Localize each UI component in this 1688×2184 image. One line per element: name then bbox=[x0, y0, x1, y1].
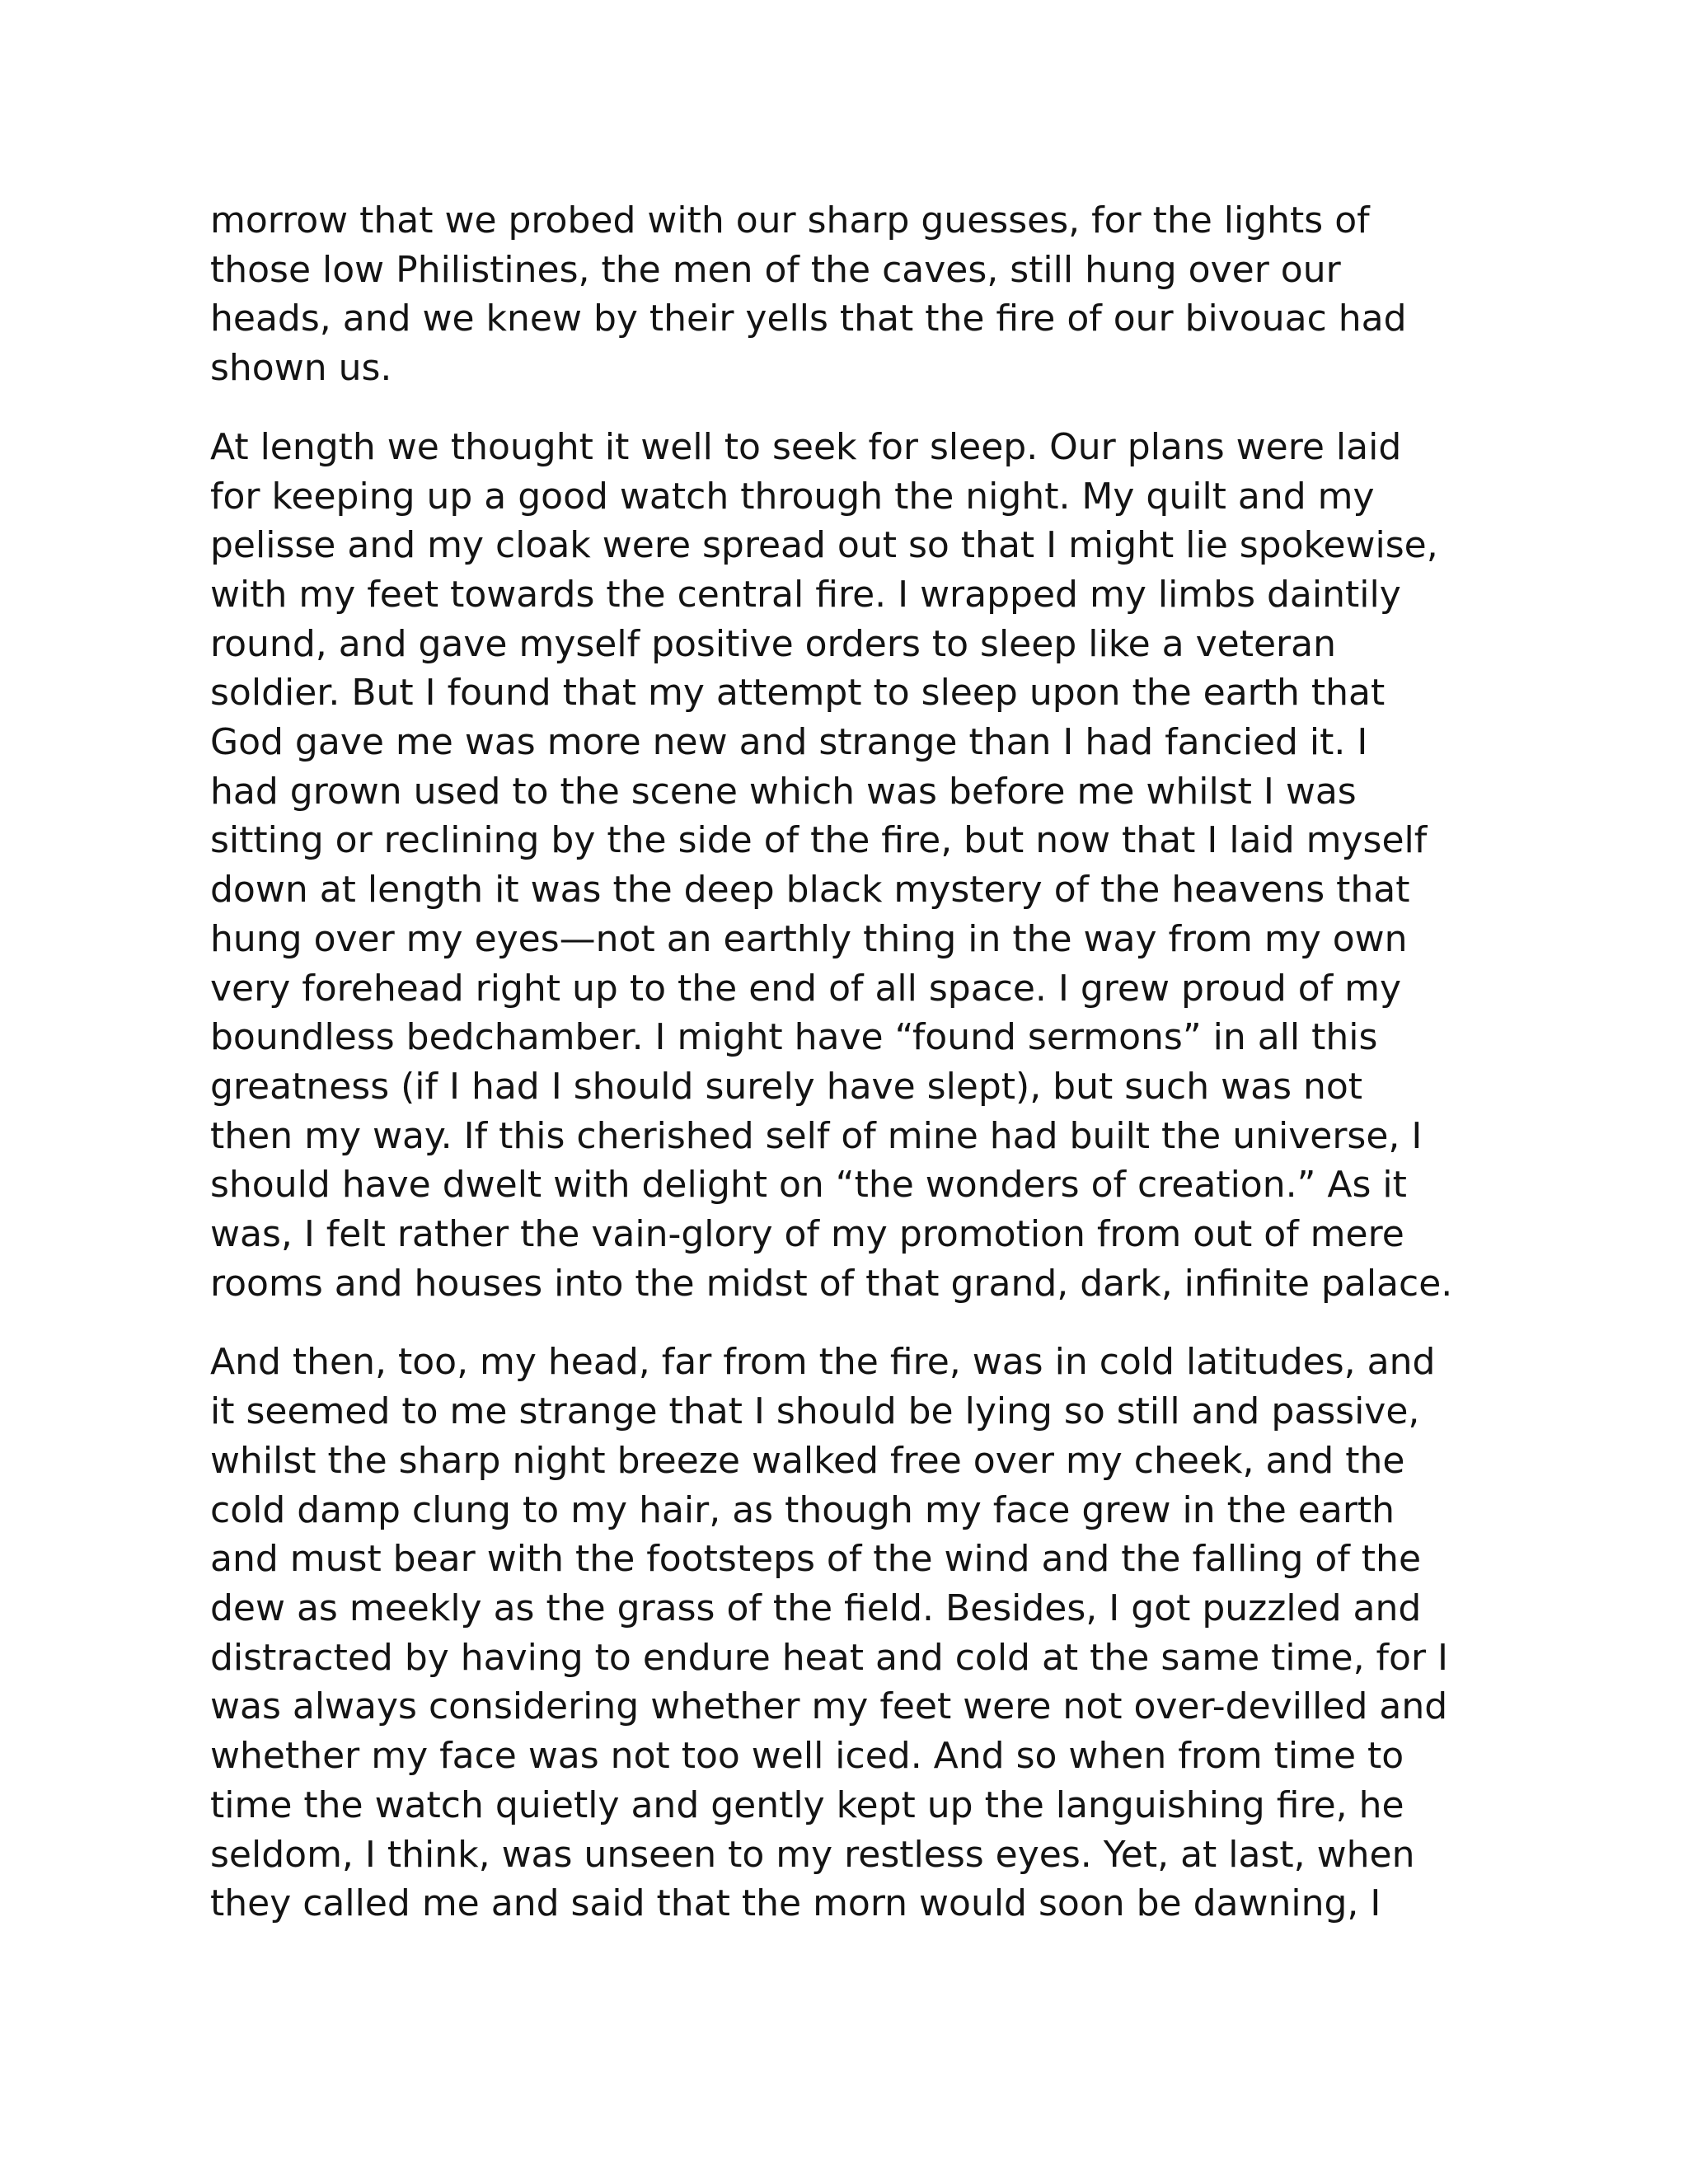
body-text bbox=[210, 196, 1529, 1958]
text-line: had grown used to the scene which was before me whilst I was bbox=[210, 770, 1357, 813]
text-line: At length we thought it well to seek for sleep. Our plans were laid bbox=[210, 425, 1402, 468]
text-line: cold damp clung to my hair, as though my face grew in the earth bbox=[210, 1488, 1395, 1531]
text-line: time the watch quietly and gently kept up the languishing fire, he bbox=[210, 1783, 1404, 1826]
text-line: pelisse and my cloak were spread out so that I might lie spokewise, bbox=[210, 524, 1438, 567]
text-line: And then, too, my head, far from the fire, was in cold latitudes, and bbox=[210, 1341, 1436, 1384]
text-line: greatness (if I had I should surely have slept), but such was not bbox=[210, 1065, 1363, 1108]
text-line: sitting or reclining by the side of the fire, but now that I laid myself bbox=[210, 819, 1428, 862]
text-line: morrow that we probed with our sharp guesses, for the lights of bbox=[210, 199, 1370, 241]
text-line: with my feet towards the central fire. I wrapped my limbs daintily bbox=[210, 573, 1401, 616]
text-line: down at length it was the deep black mystery of the heavens that bbox=[210, 869, 1410, 912]
paragraph-3 bbox=[210, 1338, 1529, 1928]
text-line: they called me and said that the morn would soon be dawning, I bbox=[210, 1882, 1381, 1925]
paragraph-2 bbox=[210, 423, 1529, 1309]
text-line: whilst the sharp night breeze walked free over my cheek, and the bbox=[210, 1439, 1405, 1482]
text-line: boundless bedchamber. I might have “found sermons” in all this bbox=[210, 1016, 1378, 1059]
text-line: round, and gave myself positive orders to sleep like a veteran bbox=[210, 622, 1336, 665]
text-line: God gave me was more new and strange than I had fancied it. I bbox=[210, 721, 1368, 764]
text-line: should have dwelt with delight on “the wonders of creation.” As it bbox=[210, 1164, 1407, 1207]
text-line: it seemed to me strange that I should be lying so still and passive, bbox=[210, 1390, 1420, 1433]
text-line: then my way. If this cherished self of mine had built the universe, I bbox=[210, 1114, 1423, 1157]
text-line: those low Philistines, the men of the caves, still hung over our bbox=[210, 248, 1341, 291]
text-line: very forehead right up to the end of all space. I grew proud of my bbox=[210, 967, 1402, 1010]
text-line: dew as meekly as the grass of the field. Besides, I got puzzled and bbox=[210, 1586, 1422, 1629]
text-line: was always considering whether my feet were not over-devilled and bbox=[210, 1685, 1448, 1728]
text-line: distracted by having to endure heat and cold at the same time, for I bbox=[210, 1636, 1449, 1679]
text-line: soldier. But I found that my attempt to sleep upon the earth that bbox=[210, 672, 1386, 715]
text-line: seldom, I think, was unseen to my restless eyes. Yet, at last, when bbox=[210, 1833, 1415, 1876]
text-line: was, I felt rather the vain-glory of my promotion from out of mere bbox=[210, 1213, 1404, 1256]
text-line: whether my face was not too well iced. And so when from time to bbox=[210, 1735, 1404, 1778]
text-line: for keeping up a good watch through the night. My quilt and my bbox=[210, 475, 1375, 518]
text-line: rooms and houses into the midst of that grand, dark, infinite palace. bbox=[210, 1262, 1453, 1305]
text-line: hung over my eyes—not an earthly thing in the way from my own bbox=[210, 917, 1408, 960]
text-line: and must bear with the footsteps of the wind and the falling of the bbox=[210, 1538, 1422, 1581]
text-line: shown us. bbox=[210, 347, 392, 390]
text-line: heads, and we knew by their yells that the fire of our bivouac had bbox=[210, 298, 1407, 340]
paragraph-1 bbox=[210, 196, 1529, 393]
